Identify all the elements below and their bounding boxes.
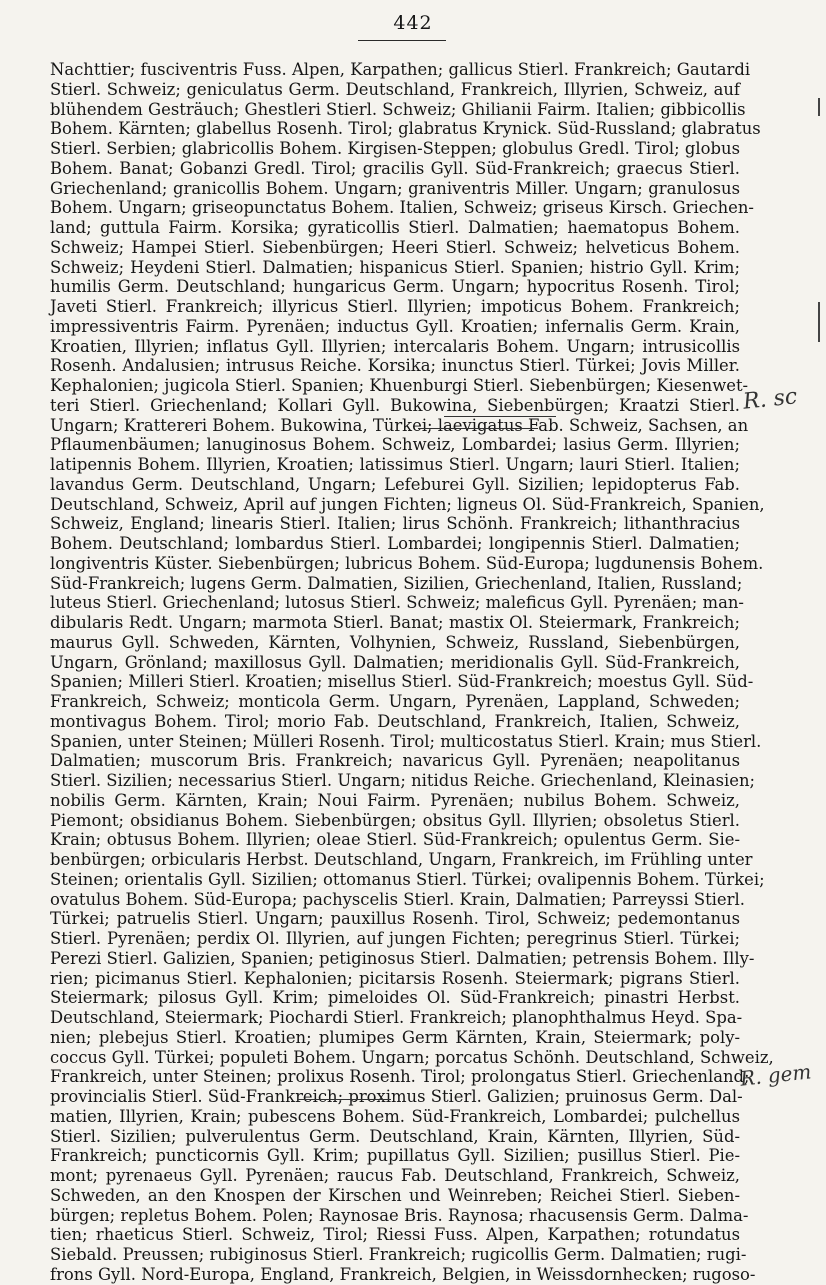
header-rule: [358, 40, 446, 41]
text-line: Frankreich, unter Steinen; prolixus Rosenh. Tirol; prolongatus Stierl. Griechenland;: [50, 1067, 750, 1087]
text-line: mont; pyrenaeus Gyll. Pyrenäen; raucus Fab. Deutschland, Frankreich, Schweiz,: [50, 1166, 740, 1185]
text-line: Stierl. Schweiz; geniculatus Germ. Deutschland, Frankreich, Illyrien, Schweiz, auf: [50, 79, 740, 99]
text-line: Spanien, unter Steinen; Mülleri Rosenh. Tirol; multicostatus Stierl. Krain; mus Stierl.: [50, 731, 762, 751]
handwritten-underline: [444, 416, 556, 417]
scan-edge-mark: [818, 98, 820, 116]
handwritten-strike: [418, 428, 538, 429]
text-line: land; guttula Fairm. Korsika; gyraticollis Stierl. Dalmatien; haematopus Bohem.: [50, 218, 740, 237]
text-line: blühendem Gesträuch; Ghestleri Stierl. Schweiz; Ghilianii Fairm. Italien; gibbicollis: [50, 99, 746, 119]
text-line: Siebald. Preussen; rubiginosus Stierl. Frankreich; rugicollis Germ. Dalmatien; rugi-: [50, 1245, 747, 1264]
text-line: Bohem. Banat; Gobanzi Gredl. Tirol; gracilis Gyll. Süd-Frankreich; graecus Stierl.: [50, 158, 740, 178]
text-line: Frankreich; puncticornis Gyll. Krim; pupillatus Gyll. Sizilien; pusillus Stierl. Pie-: [50, 1146, 740, 1166]
text-line: montivagus Bohem. Tirol; morio Fab. Deutschland, Frankreich, Italien, Schweiz,: [50, 711, 740, 731]
text-line: luteus Stierl. Griechenland; lutosus Stierl. Schweiz; maleficus Gyll. Pyrenäen; man-: [50, 593, 744, 613]
text-line: frons Gyll. Nord-Europa, England, Frankreich, Belgien, in Weissdornhecken; rugoso-: [50, 1264, 756, 1284]
text-line: Bohem. Ungarn; griseopunctatus Bohem. Italien, Schweiz; griseus Kirsch. Griechen-: [50, 198, 754, 218]
text-line: Frankreich, Schweiz; monticola Germ. Ungarn, Pyrenäen, Lappland, Schweden;: [50, 692, 740, 711]
body-text: [50, 60, 774, 1285]
text-line: bürgen; repletus Bohem. Polen; Raynosae Bris. Raynosa; rhacusensis Germ. Dalma-: [50, 1205, 749, 1225]
text-line: Stierl. Serbien; glabricollis Bohem. Kirgisen-Steppen; globulus Gredl. Tirol; globus: [50, 139, 740, 158]
text-line: Schweiz, England; linearis Stierl. Italien; lirus Schönh. Frankreich; lithanthracius: [50, 514, 740, 534]
margin-note: R. gem: [738, 1059, 813, 1091]
text-line: Javeti Stierl. Frankreich; illyricus Stierl. Illyrien; impoticus Bohem. Frankreich;: [50, 297, 740, 316]
text-line: humilis Germ. Deutschland; hungaricus Germ. Ungarn; hypocritus Rosenh. Tirol;: [50, 277, 740, 297]
page-number: 442: [393, 12, 433, 34]
text-line: benbürgen; orbicularis Herbst. Deutschland, Ungarn, Frankreich, im Frühling unter: [50, 850, 753, 869]
text-line: rien; picimanus Stierl. Kephalonien; picitarsis Rosenh. Steiermark; pigrans Stierl.: [50, 968, 740, 988]
text-line: Nachttier; fusciventris Fuss. Alpen, Karpathen; gallicus Stierl. Frankreich; Gautardi: [50, 60, 751, 79]
text-line: Piemont; obsidianus Bohem. Siebenbürgen; obsitus Gyll. Illyrien; obsoletus Stierl.: [50, 810, 740, 830]
text-line: Dalmatien; muscorum Bris. Frankreich; navaricus Gyll. Pyrenäen; neapolitanus: [50, 751, 740, 771]
text-line: Stierl. Pyrenäen; perdix Ol. Illyrien, auf jungen Fichten; peregrinus Stierl. Türkei;: [50, 929, 740, 948]
text-line: Perezi Stierl. Galizien, Spanien; petiginosus Stierl. Dalmatien; petrensis Bohem. Illy-: [50, 948, 755, 968]
text-line: Deutschland, Steiermark; Piochardi Stierl. Frankreich; planophthalmus Heyd. Spa-: [50, 1008, 743, 1027]
text-line: Bohem. Deutschland; lombardus Stierl. Lombardei; longipennis Stierl. Dalmatien;: [50, 534, 740, 553]
text-line: Krain; obtusus Bohem. Illyrien; oleae Stierl. Süd-Frankreich; opulentus Germ. Sie-: [50, 830, 740, 850]
handwritten-underline: [298, 1099, 391, 1100]
text-line: teri Stierl. Griechenland; Kollari Gyll. Bukowina, Siebenbürgen; Kraatzi Stierl.: [50, 395, 740, 415]
text-line: impressiventris Fairm. Pyrenäen; inductus Gyll. Kroatien; infernalis Germ. Krain,: [50, 316, 740, 336]
text-line: ovatulus Bohem. Süd-Europa; pachyscelis Stierl. Krain, Dalmatien; Parreyssi Stierl.: [50, 889, 745, 909]
text-line: Griechenland; granicollis Bohem. Ungarn; graniventris Miller. Ungarn; granulosus: [50, 178, 740, 198]
text-line: Stierl. Sizilien; pulverulentus Germ. Deutschland, Krain, Kärnten, Illyrien, Süd-: [50, 1126, 740, 1146]
text-line: Kroatien, Illyrien; inflatus Gyll. Illyrien; intercalaris Bohem. Ungarn; intrusicollis: [50, 336, 740, 356]
margin-note: R. sc: [741, 384, 799, 415]
text-line: coccus Gyll. Türkei; populeti Bohem. Ungarn; porcatus Schönh. Deutschland, Schweiz,: [50, 1047, 774, 1067]
text-line: lavandus Germ. Deutschland, Ungarn; Lefeburei Gyll. Sizilien; lepidopterus Fab.: [50, 474, 740, 494]
text-line: Steinen; orientalis Gyll. Sizilien; ottomanus Stierl. Türkei; ovalipennis Bohem. Türkei;: [50, 869, 765, 889]
text-line: Schweiz; Heydeni Stierl. Dalmatien; hispanicus Stierl. Spanien; histrio Gyll. Krim;: [50, 257, 740, 277]
text-line: provincialis Stierl. Süd-Frankreich; proximus Stierl. Galizien; pruinosus Germ. Dal-: [50, 1087, 743, 1106]
text-line: Bohem. Kärnten; glabellus Rosenh. Tirol; glabratus Krynick. Süd-Russland; glabratus: [50, 119, 761, 139]
text-line: Türkei; patruelis Stierl. Ungarn; pauxillus Rosenh. Tirol, Schweiz; pedemontanus: [50, 909, 740, 929]
text-line: Stierl. Sizilien; necessarius Stierl. Ungarn; nitidus Reiche. Griechenland, Kleinasien;: [50, 771, 756, 790]
text-line: nobilis Germ. Kärnten, Krain; Noui Fairm. Pyrenäen; nubilus Bohem. Schweiz,: [50, 790, 740, 810]
text-line: maurus Gyll. Schweden, Kärnten, Volhynien, Schweiz, Russland, Siebenbürgen,: [50, 632, 740, 652]
text-line: Steiermark; pilosus Gyll. Krim; pimeloides Ol. Süd-Frankreich; pinastri Herbst.: [50, 988, 740, 1008]
text-line: Schweden, an den Knospen der Kirschen und Weinreben; Reichei Stierl. Sieben-: [50, 1185, 740, 1205]
text-line: Rosenh. Andalusien; intrusus Reiche. Korsika; inunctus Stierl. Türkei; Jovis Miller.: [50, 356, 740, 376]
scan-edge-mark: [818, 302, 820, 342]
text-line: latipennis Bohem. Illyrien, Kroatien; latissimus Stierl. Ungarn; lauri Stierl. Italien;: [50, 455, 740, 474]
text-line: Süd-Frankreich; lugens Germ. Dalmatien, Sizilien, Griechenland, Italien, Russland;: [50, 573, 743, 593]
text-line: matien, Illyrien, Krain; pubescens Bohem. Süd-Frankreich, Lombardei; pulchellus: [50, 1106, 740, 1126]
text-line: Pflaumenbäumen; lanuginosus Bohem. Schweiz, Lombardei; lasius Germ. Illyrien;: [50, 435, 740, 455]
text-line: tien; rhaeticus Stierl. Schweiz, Tirol; Riessi Fuss. Alpen, Karpathen; rotundatus: [50, 1225, 740, 1245]
text-line: nien; plebejus Stierl. Kroatien; plumipes Germ Kärnten, Krain, Steiermark; poly-: [50, 1027, 740, 1047]
text-line: Ungarn; Krattereri Bohem. Bukowina, Türkei; laevigatus Fab. Schweiz, Sachsen, an: [50, 415, 749, 435]
text-line: Ungarn, Grönland; maxillosus Gyll. Dalmatien; meridionalis Gyll. Süd-Frankreich,: [50, 652, 740, 672]
text-line: Spanien; Milleri Stierl. Kroatien; misellus Stierl. Süd-Frankreich; moestus Gyll. Süd-: [50, 672, 754, 692]
text-line: dibularis Redt. Ungarn; marmota Stierl. Banat; mastix Ol. Steiermark, Frankreich;: [50, 613, 740, 632]
text-line: Kephalonien; jugicola Stierl. Spanien; Khuenburgi Stierl. Siebenbürgen; Kiesenwet-: [50, 376, 749, 395]
text-line: longiventris Küster. Siebenbürgen; lubricus Bohem. Süd-Europa; lugdunensis Bohem.: [50, 553, 764, 573]
text-line: Deutschland, Schweiz, April auf jungen Fichten; ligneus Ol. Süd-Frankreich, Spanien,: [50, 494, 765, 514]
text-line: Schweiz; Hampei Stierl. Siebenbürgen; Heeri Stierl. Schweiz; helveticus Bohem.: [50, 237, 740, 257]
